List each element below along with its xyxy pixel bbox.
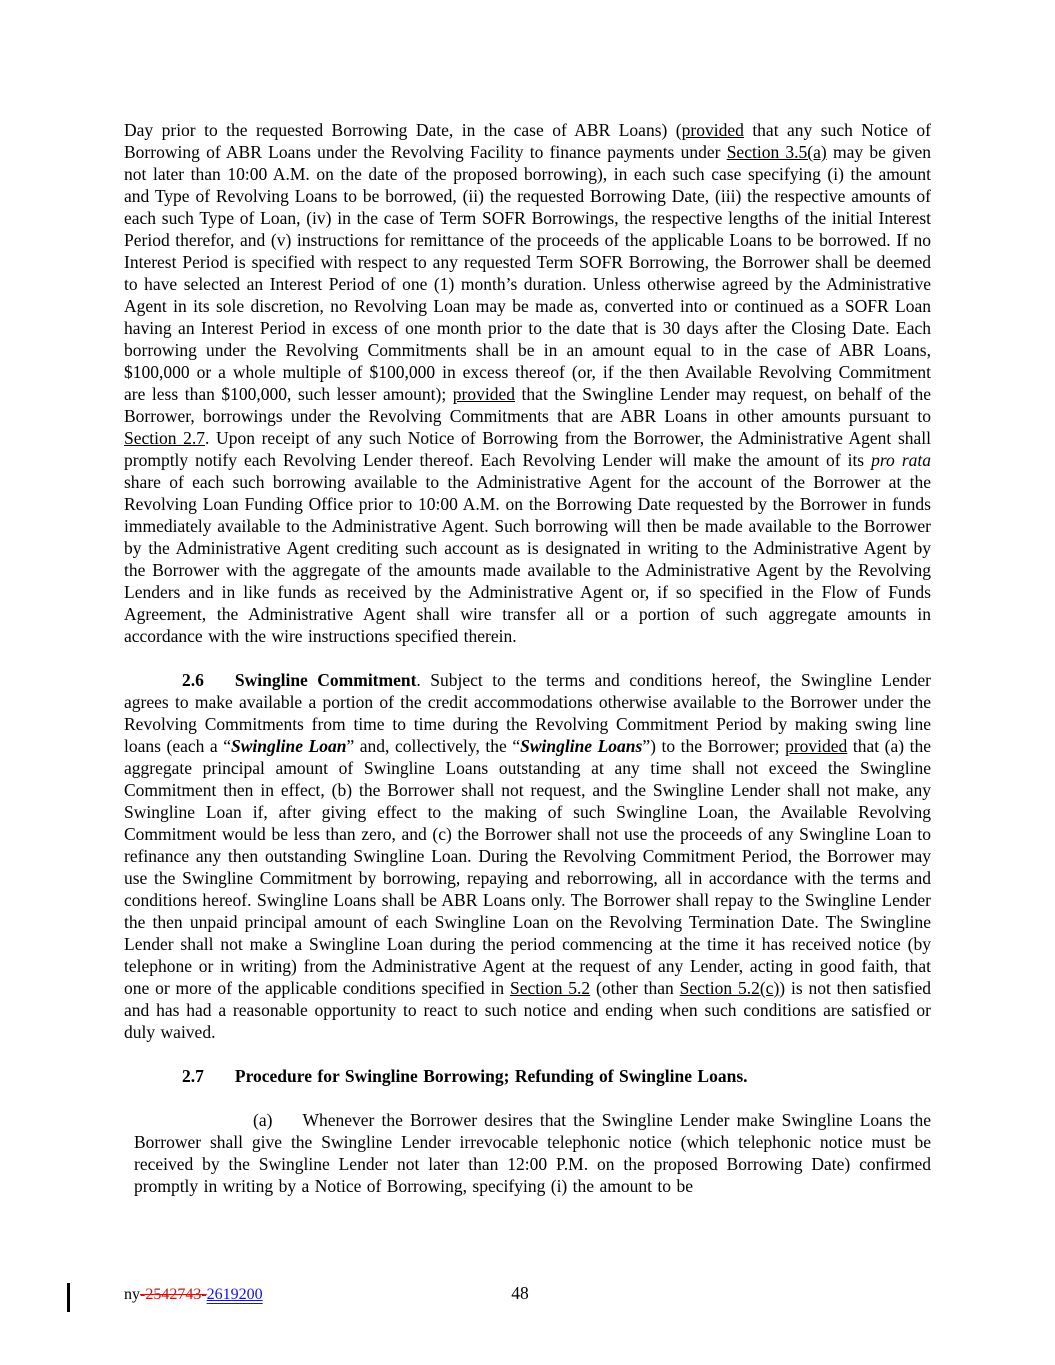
- text-run: (a): [253, 1110, 273, 1130]
- text-run: . Subject to the terms and conditions hereof, the Swingline Lender agrees to make available a portion of the credit accommodations otherwise available to the Borrower under the Revolving Commitments from time to time during the Revolving Commitment Period by making swing line loans (each a “: [124, 670, 931, 756]
- text-run: Whenever the Borrower desires that the Swingline Lender make Swingline Loans the Borrower shall give the Swingline Lender irrevocable telephonic notice (which telephonic notice must be received by the Swingline Lender not later than 12:00 P.M. on the proposed Borrowing Date) confirmed promptly in writing by a Notice of Borrowing, specifying (i) the amount to be: [134, 1110, 931, 1196]
- page-footer: [0, 1281, 1055, 1321]
- text-run: that the Swingline Lender may request, on behalf of the Borrower, borrowings under the Revolving Commitments that are ABR Loans in other amounts pursuant to: [124, 384, 931, 426]
- text-run: provided: [452, 384, 515, 404]
- text-run: ny: [124, 1286, 140, 1303]
- text-run: (other than: [590, 978, 680, 998]
- text-run: . Upon receipt of any such Notice of Borrowing from the Borrower, the Administrative Agent shall promptly notify each Revolving Lender thereof. Each Revolving Lender will make the amount of its: [124, 428, 931, 470]
- text-run: Section 3.5(a): [726, 142, 827, 162]
- page-number: 48: [511, 1283, 529, 1303]
- text-run: Section 5.2: [509, 978, 591, 998]
- document-body: [124, 119, 931, 1219]
- paragraph-borrowing-continuation: [124, 119, 931, 647]
- text-run: Section 5.2(c): [679, 978, 780, 998]
- text-run: Section 2.7: [124, 428, 206, 448]
- text-run: Swingline Commitment: [234, 670, 417, 690]
- section-2-7-heading: [124, 1065, 931, 1087]
- text-run: Swingline Loan: [231, 736, 347, 756]
- text-run: ) is not then satisfied and has had a reasonable opportunity to react to such notice and ending when such conditions are satisfied or duly waived.: [124, 978, 931, 1042]
- text-run: that (a) the aggregate principal amount of Swingline Loans outstanding at any time shall not exceed the Swingline Commitment then in effect, (b) the Borrower shall not request, and the Swingline Lender shall not make, any Swingline Loan if, after giving effect to the making of such Swingline Loan, the Available Revolving Commitment would be less than zero, and (c) the Borrower shall not use the proceeds of any Swingline Loan to refinance any then outstanding Swingline Loan. During the Revolving Commitment Period, the Borrower may use the Swingline Commitment by borrowing, repaying and reborrowing, all in accordance with the terms and conditions hereof. Swingline Loans shall be ABR Loans only. The Borrower shall repay to the Swingline Lender the then unpaid principal amount of each Swingline Loan on the Revolving Termination Date. The Swingline Lender shall not make a Swingline Loan during the period commencing at the time it has received notice (by telephone or in writing) from the Administrative Agent at the request of any Lender, acting in good faith, that one or more of the applicable conditions specified in: [124, 736, 931, 998]
- text-run: may be given not later than 10:00 A.M. on the date of the proposed borrowing), in each such case specifying (i) the amount and Type of Revolving Loans to be borrowed, (ii) the requested Borrowing Date, (iii) the respective amounts of each such Type of Loan, (iv) in the case of Term SOFR Borrowings, the respective lengths of the initial Interest Period therefor, and (v) instructions for remittance of the proceeds of the applicable Loans to be borrowed. If no Interest Period is specified with respect to any requested Term SOFR Borrowing, the Borrower shall be deemed to have selected an Interest Period of one (1) month’s duration. Unless otherwise agreed by the Administrative Agent in its sole discretion, no Revolving Loan may be made as, converted into or continued as a SOFR Loan having an Interest Period in excess of one month prior to the date that is 30 days after the Closing Date. Each borrowing under the Revolving Commitments shall be in an amount equal to in the case of ABR Loans, $100,000 or a whole multiple of $100,000 in excess thereof (or, if the then Available Revolving Commitment are less than $100,000, such lesser amount);: [124, 142, 931, 404]
- text-run: Day prior to the requested Borrowing Date, in the case of ABR Loans) (: [124, 120, 682, 140]
- text-run: 2.7: [182, 1066, 204, 1086]
- text-run: provided: [785, 736, 848, 756]
- text-run: pro rata: [871, 450, 931, 470]
- text-run: Swingline Loans: [520, 736, 643, 756]
- text-run: ” and, collectively, the “: [346, 736, 521, 756]
- text-run: 2.6: [182, 670, 204, 690]
- paragraph-2-7-a: [134, 1109, 931, 1197]
- text-run: ”) to the Borrower;: [642, 736, 786, 756]
- text-run: provided: [681, 120, 744, 140]
- text-run: 2619200: [206, 1286, 263, 1303]
- text-run: that any such Notice of Borrowing of ABR Loans under the Revolving Facility to finance payments under: [124, 120, 931, 162]
- text-run: -2542743-: [140, 1286, 207, 1303]
- text-run: Procedure for Swingline Borrowing; Refunding of Swingline Loans.: [234, 1066, 748, 1086]
- text-run: share of each such borrowing available to the Administrative Agent for the account of the Borrower at the Revolving Loan Funding Office prior to 10:00 A.M. on the Borrowing Date requested by the Borrower in funds immediately available to the Administrative Agent. Such borrowing will then be made available to the Borrower by the Administrative Agent crediting such account as is designated in writing to the Administrative Agent by the Borrower with the aggregate of the amounts made available to the Administrative Agent by the Revolving Lenders and in like funds as received by the Administrative Agent or, if so specified in the Flow of Funds Agreement, the Administrative Agent shall wire transfer all or a portion of such aggregate amounts in accordance with the wire instructions specified therein.: [124, 472, 931, 646]
- section-2-6-swingline-commitment: [124, 669, 931, 1043]
